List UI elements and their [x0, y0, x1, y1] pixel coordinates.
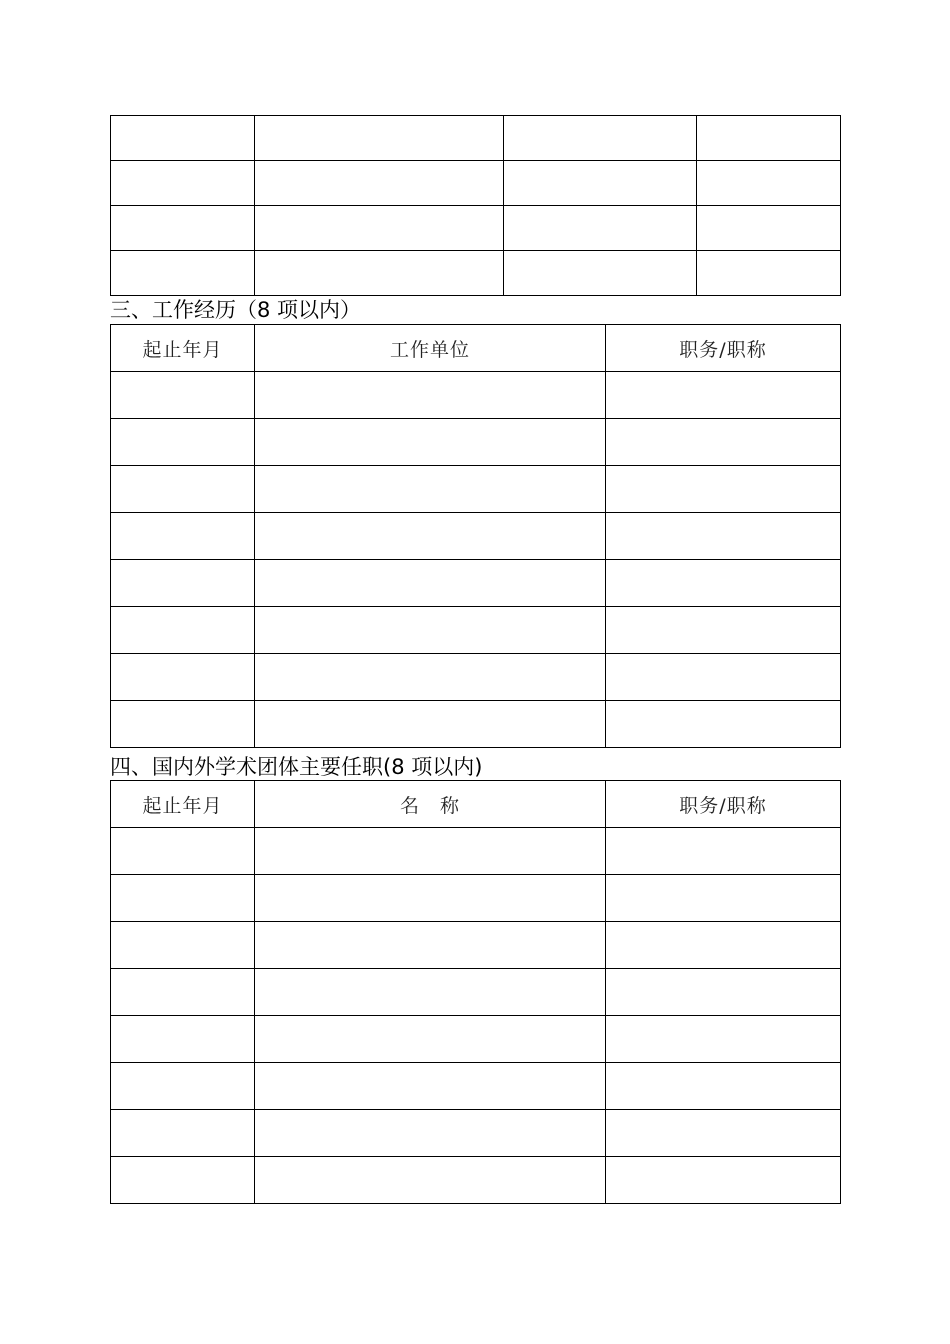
table-cell[interactable] [255, 206, 504, 251]
table-cell[interactable] [606, 969, 841, 1016]
table-cell[interactable] [255, 922, 606, 969]
table-cell[interactable] [111, 654, 255, 701]
table-cell[interactable] [111, 607, 255, 654]
table-cell[interactable] [111, 513, 255, 560]
column-header-position: 职务/职称 [606, 325, 841, 372]
table-cell[interactable] [255, 1110, 606, 1157]
table-cell[interactable] [697, 161, 841, 206]
table-row [111, 251, 841, 296]
table-cell[interactable] [606, 1110, 841, 1157]
table-cell[interactable] [255, 828, 606, 875]
table-cell[interactable] [111, 161, 255, 206]
table-row [111, 419, 841, 466]
table-row [111, 372, 841, 419]
table-cell[interactable] [504, 116, 697, 161]
column-header-position: 职务/职称 [606, 781, 841, 828]
table-cell[interactable] [606, 875, 841, 922]
table-cell[interactable] [111, 116, 255, 161]
table-cell[interactable] [111, 419, 255, 466]
table-cell[interactable] [255, 513, 606, 560]
table-row [111, 701, 841, 748]
table-cell[interactable] [255, 1063, 606, 1110]
table-cell[interactable] [111, 1157, 255, 1204]
table-cell[interactable] [606, 922, 841, 969]
table-cell[interactable] [111, 251, 255, 296]
table-cell[interactable] [606, 828, 841, 875]
table-cell[interactable] [111, 875, 255, 922]
table-row [111, 922, 841, 969]
section-title-work-experience: 三、工作经历（8 项以内） [110, 298, 362, 322]
table-cell[interactable] [606, 513, 841, 560]
continued-table [110, 115, 841, 296]
table-cell[interactable] [111, 560, 255, 607]
table-row [111, 828, 841, 875]
table-cell[interactable] [255, 1157, 606, 1204]
table-row [111, 1110, 841, 1157]
table-cell[interactable] [606, 607, 841, 654]
table-cell[interactable] [697, 251, 841, 296]
table-cell[interactable] [255, 251, 504, 296]
work-experience-table [110, 324, 841, 748]
table-cell[interactable] [606, 1157, 841, 1204]
table-row [111, 466, 841, 513]
column-header-name: 名 称 [255, 781, 606, 828]
table-cell[interactable] [255, 466, 606, 513]
table-header-row [111, 781, 841, 828]
table-cell[interactable] [697, 206, 841, 251]
table-row [111, 875, 841, 922]
column-header-employer: 工作单位 [255, 325, 606, 372]
table-cell[interactable] [255, 701, 606, 748]
table-cell[interactable] [111, 969, 255, 1016]
table-cell[interactable] [111, 922, 255, 969]
table-row [111, 654, 841, 701]
table-row [111, 1157, 841, 1204]
table-cell[interactable] [255, 1016, 606, 1063]
table-cell[interactable] [606, 466, 841, 513]
table-cell[interactable] [255, 969, 606, 1016]
section-title-academic-positions: 四、国内外学术团体主要任职(8 项以内) [110, 755, 483, 779]
table-cell[interactable] [606, 1016, 841, 1063]
table-cell[interactable] [606, 419, 841, 466]
table-cell[interactable] [111, 828, 255, 875]
table-cell[interactable] [606, 654, 841, 701]
table-cell[interactable] [111, 1110, 255, 1157]
column-header-period: 起止年月 [111, 781, 255, 828]
table-cell[interactable] [255, 116, 504, 161]
table-cell[interactable] [255, 875, 606, 922]
table-row [111, 560, 841, 607]
table-cell[interactable] [504, 206, 697, 251]
table-row [111, 607, 841, 654]
academic-positions-table [110, 780, 841, 1204]
table-row [111, 969, 841, 1016]
table-cell[interactable] [697, 116, 841, 161]
table-cell[interactable] [606, 1063, 841, 1110]
table-cell[interactable] [111, 466, 255, 513]
table-cell[interactable] [255, 654, 606, 701]
table-cell[interactable] [111, 1016, 255, 1063]
table-row [111, 1016, 841, 1063]
column-header-period: 起止年月 [111, 325, 255, 372]
table-row [111, 116, 841, 161]
table-cell[interactable] [111, 701, 255, 748]
table-cell[interactable] [111, 206, 255, 251]
table-cell[interactable] [255, 607, 606, 654]
table-row [111, 1063, 841, 1110]
table-row [111, 161, 841, 206]
table-cell[interactable] [111, 1063, 255, 1110]
table-cell[interactable] [255, 419, 606, 466]
table-cell[interactable] [606, 701, 841, 748]
table-cell[interactable] [606, 372, 841, 419]
table-cell[interactable] [504, 251, 697, 296]
table-cell[interactable] [255, 560, 606, 607]
table-header-row [111, 325, 841, 372]
table-cell[interactable] [504, 161, 697, 206]
table-cell[interactable] [111, 372, 255, 419]
table-row [111, 513, 841, 560]
table-cell[interactable] [255, 161, 504, 206]
table-cell[interactable] [255, 372, 606, 419]
table-row [111, 206, 841, 251]
table-cell[interactable] [606, 560, 841, 607]
